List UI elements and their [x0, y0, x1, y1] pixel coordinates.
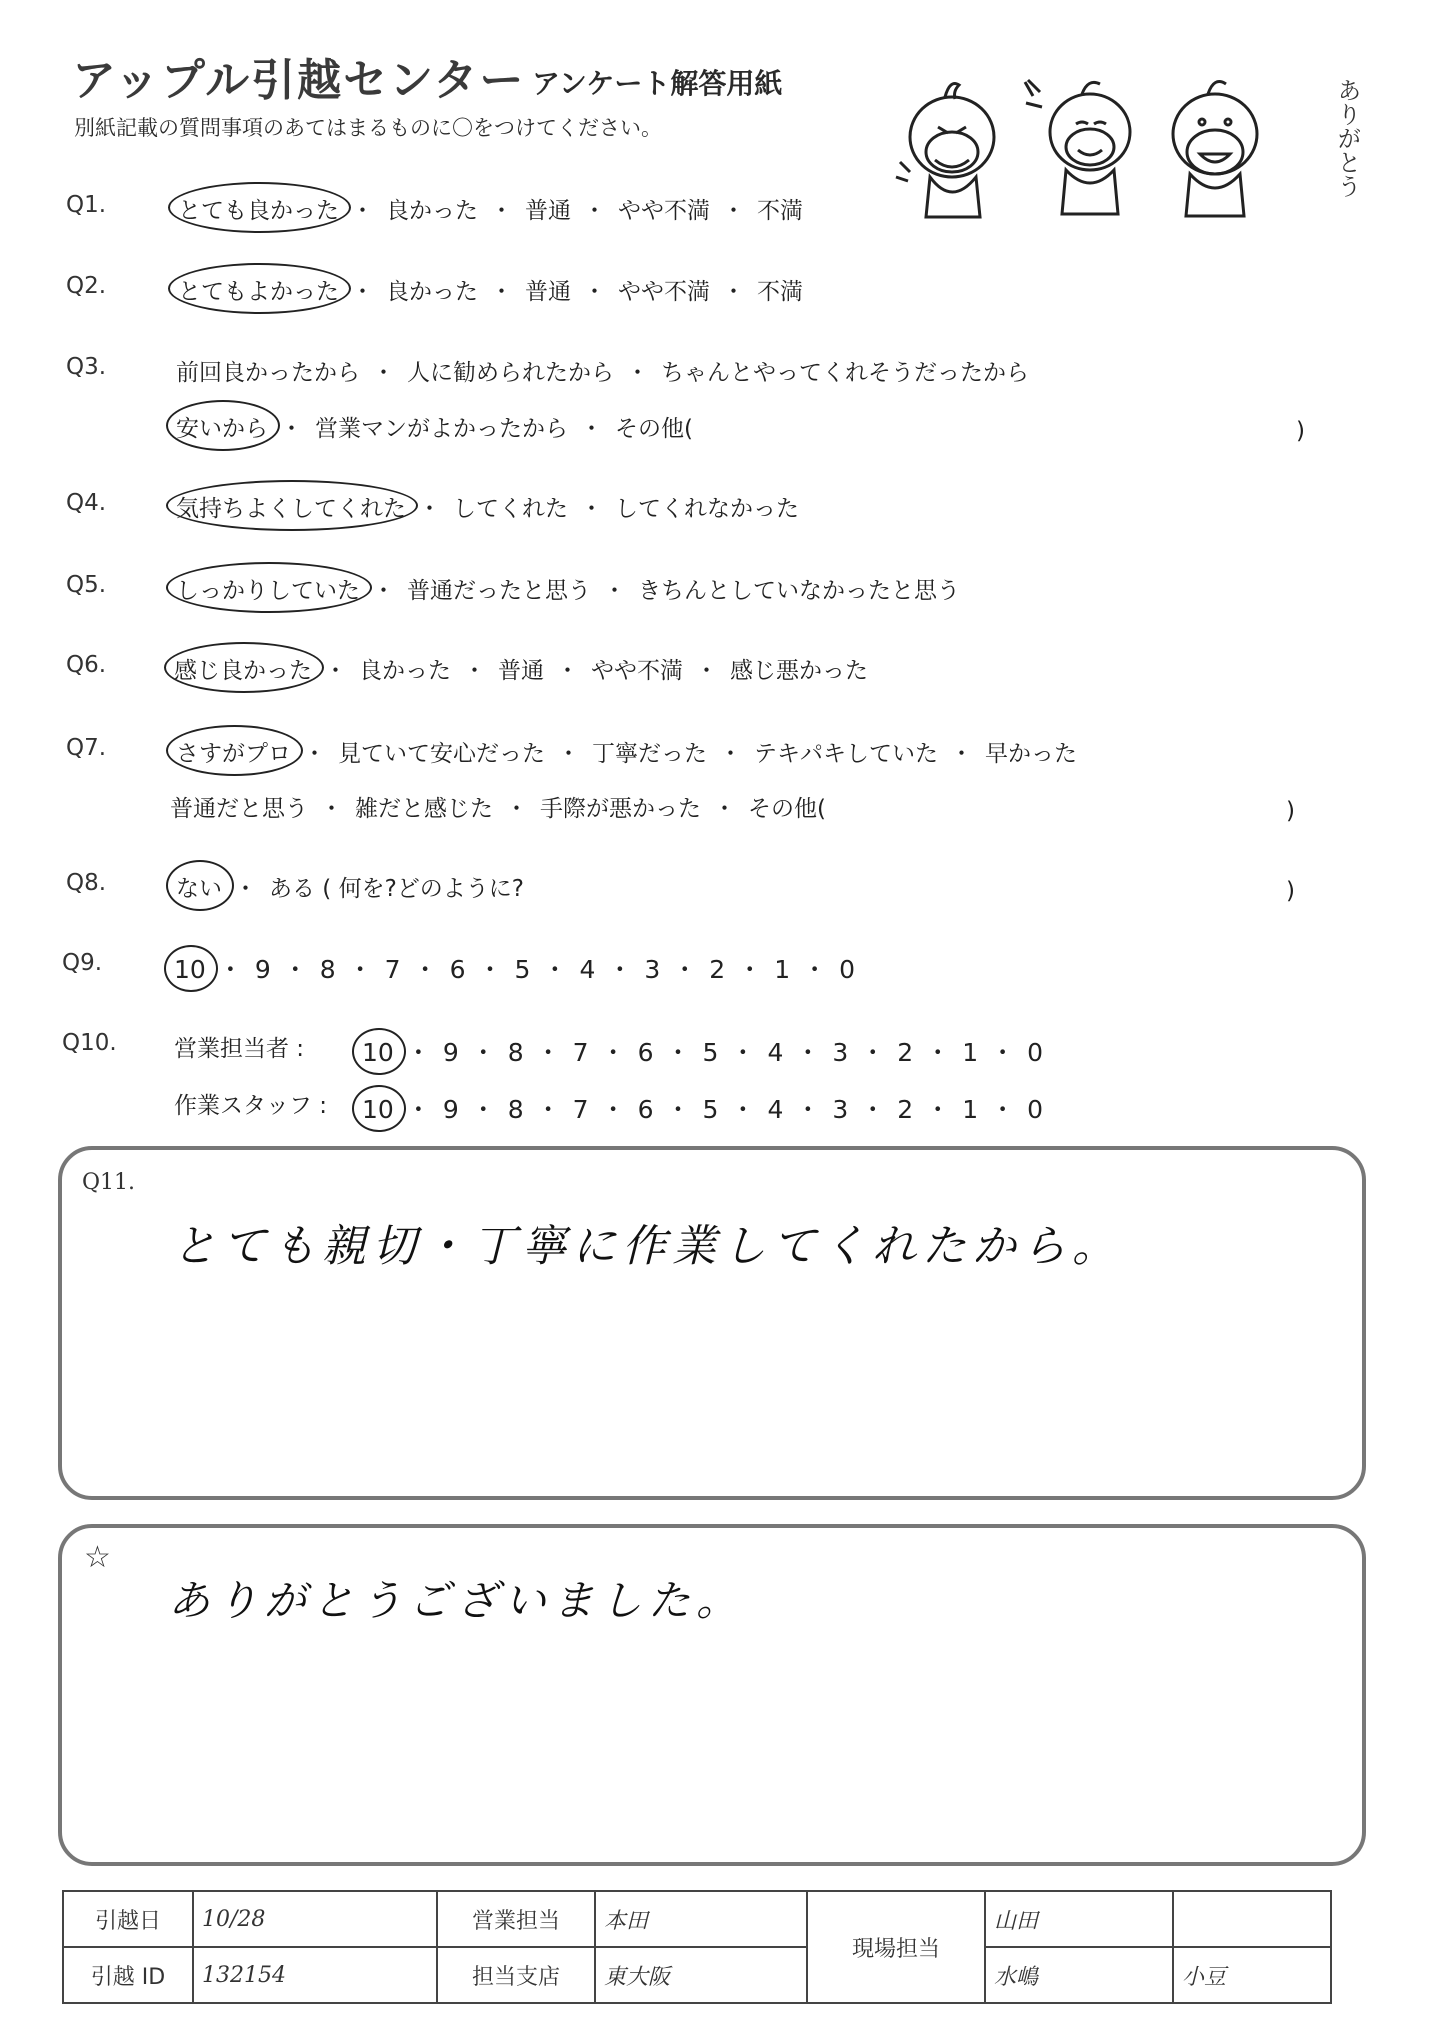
q10-sales-option-1[interactable]: 1	[962, 1038, 979, 1067]
q9-option-6[interactable]: 6	[449, 955, 466, 984]
q4-option-1[interactable]: 気持ちよくしてくれた	[176, 490, 406, 523]
separator-dot: ・	[600, 1095, 626, 1124]
q7-option-8[interactable]: 手際が悪かった	[540, 796, 701, 822]
q9-option-5[interactable]: 5	[514, 955, 531, 984]
separator-dot: ・	[282, 955, 308, 984]
q3-option-2[interactable]: 人に勧められたから	[407, 360, 614, 386]
q2-option-4[interactable]: やや不満	[618, 279, 710, 305]
q6-option-3[interactable]: 普通	[498, 658, 544, 684]
q5-option-1[interactable]: しっかりしていた	[176, 572, 360, 605]
q9-option-8[interactable]: 8	[319, 955, 336, 984]
branch-value: 東大阪	[595, 1947, 807, 2003]
q6-option-4[interactable]: やや不満	[591, 658, 683, 684]
q3-option-4[interactable]: 安いから	[176, 410, 268, 443]
q10-sales-option-8[interactable]: 8	[507, 1038, 524, 1067]
q11-answer-text: とても親切・丁寧に作業してくれたから。	[172, 1221, 1122, 1272]
q9-option-3[interactable]: 3	[644, 955, 661, 984]
site-staff-1: 山田	[985, 1891, 1173, 1947]
monkey-mascot-illustration	[890, 52, 1310, 242]
q2-option-2[interactable]: 良かった	[386, 279, 478, 305]
q5-label: Q5.	[66, 572, 107, 598]
q6-label: Q6.	[66, 652, 107, 678]
q7-option-other[interactable]: その他(	[748, 796, 826, 822]
q10-staff-option-7[interactable]: 7	[572, 1095, 589, 1124]
q10-sales-option-2[interactable]: 2	[897, 1038, 914, 1067]
separator-dot: ・	[535, 1038, 561, 1067]
q10-sales-option-5[interactable]: 5	[702, 1038, 719, 1067]
separator-dot: ・	[795, 1095, 821, 1124]
q1-option-1[interactable]: とても良かった	[178, 192, 339, 225]
q10-sales-option-10[interactable]: 10	[362, 1038, 394, 1067]
q1-option-2[interactable]: 良かった	[386, 198, 478, 224]
q10-sales-option-3[interactable]: 3	[832, 1038, 849, 1067]
q11-label: Q11.	[82, 1170, 136, 1195]
q4-option-2[interactable]: してくれた	[453, 496, 568, 522]
q10-sales-option-0[interactable]: 0	[1027, 1038, 1044, 1067]
separator-dot: ・	[600, 1038, 626, 1067]
q9-option-2[interactable]: 2	[709, 955, 726, 984]
q1-option-4[interactable]: やや不満	[618, 198, 710, 224]
q9-scale	[174, 950, 855, 986]
q4-label: Q4.	[66, 490, 107, 516]
q10-sales-label: 営業担当者 :	[174, 1036, 305, 1062]
q10-staff-option-9[interactable]: 9	[442, 1095, 459, 1124]
q7-options-line1: さすがプロ ・ 見ていて安心だった ・ 丁寧だった ・ テキパキしていた ・ 早かった	[176, 735, 1077, 768]
q3-option-5[interactable]: 営業マンがよかったから	[315, 416, 568, 442]
q5-options: しっかりしていた ・ 普通だったと思う ・ きちんとしていなかったと思う	[176, 572, 960, 605]
separator-dot: ・	[925, 1095, 951, 1124]
q7-label: Q7.	[66, 735, 107, 761]
separator-dot: ・	[405, 1095, 431, 1124]
q9-option-10[interactable]: 10	[174, 955, 206, 984]
separator-dot: ・	[990, 1038, 1016, 1067]
q10-staff-option-3[interactable]: 3	[832, 1095, 849, 1124]
q10-sales-option-7[interactable]: 7	[572, 1038, 589, 1067]
q11-comment-box[interactable]	[58, 1146, 1366, 1500]
q7-option-1[interactable]: さすがプロ	[176, 735, 291, 768]
q8-option-1[interactable]: ない	[176, 870, 222, 903]
q10-label: Q10.	[62, 1030, 117, 1056]
q8-option-2[interactable]: ある ( 何を?どのように?	[269, 876, 525, 902]
q10-staff-label: 作業スタッフ :	[174, 1093, 328, 1119]
q2-option-5[interactable]: 不満	[757, 279, 803, 305]
q3-option-3[interactable]: ちゃんとやってくれそうだったから	[661, 360, 1029, 386]
site-staff-3: 小豆	[1173, 1947, 1331, 2003]
q10-sales-option-9[interactable]: 9	[442, 1038, 459, 1067]
q9-option-1[interactable]: 1	[774, 955, 791, 984]
q7-option-4[interactable]: テキパキしていた	[754, 741, 938, 767]
separator-dot: ・	[860, 1038, 886, 1067]
page-subtitle: アンケート解答用紙	[532, 67, 783, 100]
q3-options-line1: 前回良かったから ・ 人に勧められたから ・ ちゃんとやってくれそうだったから	[176, 354, 1029, 387]
move-info-table	[62, 1890, 1332, 2004]
instruction-text: 別紙記載の質問事項のあてはまるものに〇をつけてください。	[74, 116, 662, 140]
q7-option-7[interactable]: 雑だと感じた	[355, 796, 493, 822]
move-date-label: 引越日	[63, 1891, 193, 1947]
q1-options: とても良かった ・ 良かった ・ 普通 ・ やや不満 ・ 不満	[178, 192, 803, 225]
q2-label: Q2.	[66, 273, 107, 299]
q10-staff-option-2[interactable]: 2	[897, 1095, 914, 1124]
separator-dot: ・	[477, 955, 503, 984]
separator-dot: ・	[542, 955, 568, 984]
q1-option-5[interactable]: 不満	[757, 198, 803, 224]
q6-option-2[interactable]: 良かった	[359, 658, 451, 684]
q10-staff-option-0[interactable]: 0	[1027, 1095, 1044, 1124]
q9-option-4[interactable]: 4	[579, 955, 596, 984]
q9-option-0[interactable]: 0	[839, 955, 856, 984]
q10-staff-option-8[interactable]: 8	[507, 1095, 524, 1124]
q4-option-3[interactable]: してくれなかった	[615, 496, 799, 522]
separator-dot: ・	[730, 1095, 756, 1124]
star-label: ☆	[84, 1540, 111, 1575]
q10-staff-option-10[interactable]: 10	[362, 1095, 394, 1124]
q9-option-7[interactable]: 7	[384, 955, 401, 984]
q10-staff-option-1[interactable]: 1	[962, 1095, 979, 1124]
move-date-value: 10/28	[193, 1891, 437, 1947]
q2-option-3[interactable]: 普通	[525, 279, 571, 305]
q3-options-line2: 安いから ・ 営業マンがよかったから ・ その他(	[176, 410, 693, 443]
separator-dot: ・	[412, 955, 438, 984]
q9-label: Q9.	[62, 950, 103, 976]
q4-options: 気持ちよくしてくれた ・ してくれた ・ してくれなかった	[176, 490, 799, 523]
q6-option-5[interactable]: 感じ悪かった	[730, 658, 868, 684]
q10-sales-option-4[interactable]: 4	[767, 1038, 784, 1067]
q10-staff-scale	[362, 1090, 1043, 1126]
q10-sales-scale	[362, 1033, 1043, 1069]
q7-option-2[interactable]: 見ていて安心だった	[338, 741, 545, 767]
separator-dot: ・	[665, 1038, 691, 1067]
separator-dot: ・	[925, 1038, 951, 1067]
separator-dot: ・	[795, 1038, 821, 1067]
move-id-value: 132154	[193, 1947, 437, 2003]
separator-dot: ・	[470, 1038, 496, 1067]
branch-label: 担当支店	[437, 1947, 595, 2003]
q7-options-line2: 普通だと思う ・ 雑だと感じた ・ 手際が悪かった ・ その他(	[170, 790, 826, 823]
q7-option-5[interactable]: 早かった	[985, 741, 1077, 767]
q8-close-paren: )	[1286, 878, 1295, 904]
separator-dot: ・	[730, 1038, 756, 1067]
separator-dot: ・	[860, 1095, 886, 1124]
q1-option-3[interactable]: 普通	[525, 198, 571, 224]
q5-option-2[interactable]: 普通だったと思う	[407, 578, 591, 604]
q3-label: Q3.	[66, 354, 107, 380]
separator-dot: ・	[665, 1095, 691, 1124]
q7-close-paren: )	[1286, 798, 1295, 824]
q7-option-3[interactable]: 丁寧だった	[592, 741, 707, 767]
separator-dot: ・	[802, 955, 828, 984]
site-staff-label: 現場担当	[807, 1891, 985, 2003]
thanks-vertical-text: ありがとう	[1333, 78, 1361, 198]
q10-staff-option-4[interactable]: 4	[767, 1095, 784, 1124]
q10-staff-option-6[interactable]: 6	[637, 1095, 654, 1124]
q3-option-other[interactable]: その他(	[615, 416, 693, 442]
separator-dot: ・	[737, 955, 763, 984]
separator-dot: ・	[990, 1095, 1016, 1124]
q2-options: とてもよかった ・ 良かった ・ 普通 ・ やや不満 ・ 不満	[178, 273, 803, 306]
sales-rep-label: 営業担当	[437, 1891, 595, 1947]
q6-option-1[interactable]: 感じ良かった	[174, 652, 312, 685]
separator-dot: ・	[470, 1095, 496, 1124]
q10-sales-option-6[interactable]: 6	[637, 1038, 654, 1067]
q10-staff-option-5[interactable]: 5	[702, 1095, 719, 1124]
separator-dot: ・	[535, 1095, 561, 1124]
q9-option-9[interactable]: 9	[254, 955, 271, 984]
site-staff-2: 水嶋	[985, 1947, 1173, 2003]
q3-close-paren: )	[1296, 418, 1305, 444]
separator-dot: ・	[405, 1038, 431, 1067]
q2-option-1[interactable]: とてもよかった	[178, 273, 339, 306]
q6-options: 感じ良かった ・ 良かった ・ 普通 ・ やや不満 ・ 感じ悪かった	[174, 652, 868, 685]
q8-label: Q8.	[66, 870, 107, 896]
free-comment-text: ありがとうございました。	[168, 1576, 745, 1625]
move-id-label: 引越 ID	[63, 1947, 193, 2003]
separator-dot: ・	[347, 955, 373, 984]
q7-option-6[interactable]: 普通だと思う	[170, 796, 308, 822]
page-title: アップル引越センター	[72, 55, 526, 106]
q8-options: ない ・ ある ( 何を?どのように?	[176, 870, 524, 903]
separator-dot: ・	[607, 955, 633, 984]
separator-dot: ・	[217, 955, 243, 984]
site-staff-empty	[1173, 1891, 1331, 1947]
q1-label: Q1.	[66, 192, 107, 218]
separator-dot: ・	[672, 955, 698, 984]
sales-rep-value: 本田	[595, 1891, 807, 1947]
q5-option-3[interactable]: きちんとしていなかったと思う	[638, 578, 960, 604]
q3-option-1[interactable]: 前回良かったから	[176, 360, 360, 386]
